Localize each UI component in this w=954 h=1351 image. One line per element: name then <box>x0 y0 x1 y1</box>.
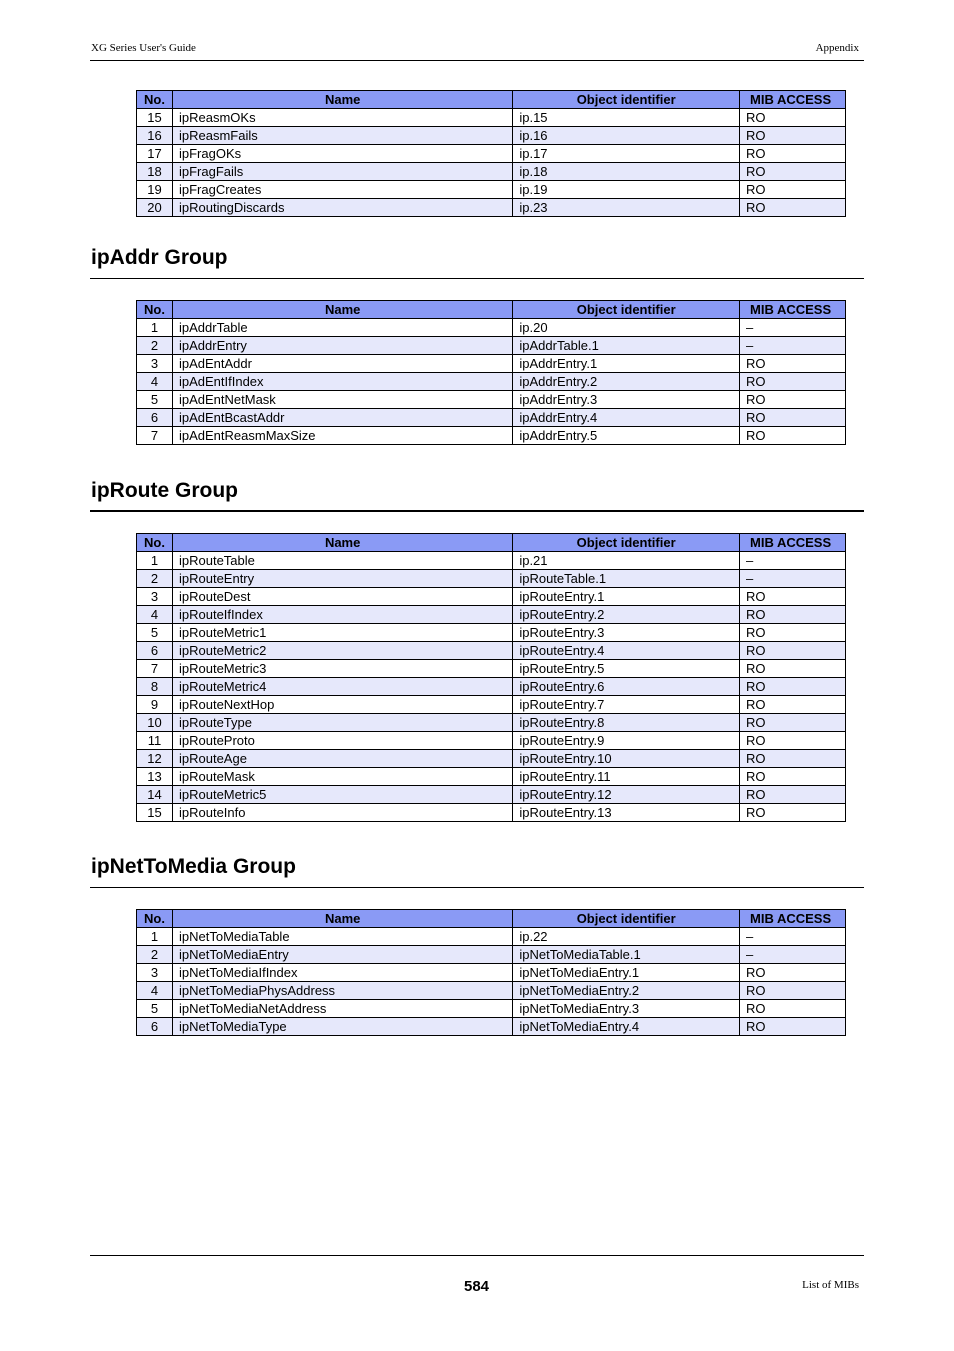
mib-name: ipAddrTable <box>172 319 512 337</box>
mib-access: RO <box>740 181 846 199</box>
row-number: 1 <box>137 552 173 570</box>
mib-access: RO <box>740 427 846 445</box>
object-identifier: ip.22 <box>513 928 740 946</box>
column-header-oid: Object identifier <box>513 910 740 928</box>
mib-name: ipReasmOKs <box>172 109 512 127</box>
object-identifier: ipRouteTable.1 <box>513 570 740 588</box>
mib-access: RO <box>740 199 846 217</box>
table-row <box>137 145 846 163</box>
mib-access: RO <box>740 1000 846 1018</box>
mib-name: ipRouteMetric1 <box>172 624 512 642</box>
table-header-row <box>137 910 846 928</box>
object-identifier: ip.16 <box>513 127 740 145</box>
mib-access: RO <box>740 660 846 678</box>
running-header-title: XG Series User's Guide <box>91 42 196 54</box>
mib-access: RO <box>740 786 846 804</box>
mib-name: ipRouteType <box>172 714 512 732</box>
mib-name: ipNetToMediaNetAddress <box>172 1000 512 1018</box>
row-number: 11 <box>137 732 173 750</box>
page-number: 584 <box>464 1278 490 1295</box>
table-row <box>137 678 846 696</box>
mib-name: ipRouteMask <box>172 768 512 786</box>
mib-access: RO <box>740 714 846 732</box>
object-identifier: ipRouteEntry.4 <box>513 642 740 660</box>
table-row <box>137 355 846 373</box>
section-divider <box>90 887 864 888</box>
mib-name: ipRouteProto <box>172 732 512 750</box>
row-number: 4 <box>137 982 173 1000</box>
row-number: 6 <box>137 1018 173 1036</box>
object-identifier: ipRouteEntry.1 <box>513 588 740 606</box>
row-number: 14 <box>137 786 173 804</box>
mib-name: ipRouteNextHop <box>172 696 512 714</box>
mib-name: ipNetToMediaTable <box>172 928 512 946</box>
row-number: 15 <box>137 109 173 127</box>
object-identifier: ipAddrEntry.2 <box>513 373 740 391</box>
table-row <box>137 964 846 982</box>
object-identifier: ipAddrEntry.5 <box>513 427 740 445</box>
row-number: 3 <box>137 588 173 606</box>
object-identifier: ipNetToMediaEntry.4 <box>513 1018 740 1036</box>
mib-name: ipRoutingDiscards <box>172 199 512 217</box>
row-number: 1 <box>137 319 173 337</box>
mib-name: ipAdEntIfIndex <box>172 373 512 391</box>
mib-access: RO <box>740 964 846 982</box>
row-number: 19 <box>137 181 173 199</box>
table-row <box>137 946 846 964</box>
mib-access: RO <box>740 127 846 145</box>
table-row <box>137 928 846 946</box>
table-row <box>137 606 846 624</box>
mib-access: – <box>740 337 846 355</box>
mib-access: RO <box>740 409 846 427</box>
mib-name: ipRouteMetric5 <box>172 786 512 804</box>
column-header-oid: Object identifier <box>513 301 740 319</box>
column-header-access: MIB ACCESS <box>740 91 846 109</box>
column-header-no: No. <box>137 301 173 319</box>
row-number: 6 <box>137 409 173 427</box>
table-row <box>137 127 846 145</box>
table-row <box>137 109 846 127</box>
mib-access: – <box>740 319 846 337</box>
mib-access: RO <box>740 982 846 1000</box>
mib-access: RO <box>740 804 846 822</box>
table-row <box>137 199 846 217</box>
table-row <box>137 714 846 732</box>
mib-access: RO <box>740 696 846 714</box>
mib-name: ipAdEntNetMask <box>172 391 512 409</box>
column-header-name: Name <box>172 534 512 552</box>
mib-name: ipRouteEntry <box>172 570 512 588</box>
object-identifier: ip.17 <box>513 145 740 163</box>
column-header-no: No. <box>137 534 173 552</box>
row-number: 20 <box>137 199 173 217</box>
row-number: 3 <box>137 964 173 982</box>
section-title-ipnettomedia: ipNetToMedia Group <box>91 855 296 878</box>
mib-name: ipNetToMediaEntry <box>172 946 512 964</box>
row-number: 4 <box>137 373 173 391</box>
mib-name: ipRouteDest <box>172 588 512 606</box>
column-header-oid: Object identifier <box>513 534 740 552</box>
mib-name: ipNetToMediaIfIndex <box>172 964 512 982</box>
table-row <box>137 570 846 588</box>
object-identifier: ipAddrTable.1 <box>513 337 740 355</box>
row-number: 16 <box>137 127 173 145</box>
row-number: 13 <box>137 768 173 786</box>
mib-name: ipFragOKs <box>172 145 512 163</box>
table-row <box>137 732 846 750</box>
row-number: 7 <box>137 427 173 445</box>
row-number: 2 <box>137 337 173 355</box>
row-number: 2 <box>137 570 173 588</box>
object-identifier: ip.23 <box>513 199 740 217</box>
mib-name: ipAdEntAddr <box>172 355 512 373</box>
mib-name: ipNetToMediaPhysAddress <box>172 982 512 1000</box>
row-number: 18 <box>137 163 173 181</box>
row-number: 4 <box>137 606 173 624</box>
mib-access: RO <box>740 355 846 373</box>
table-row <box>137 696 846 714</box>
table-row <box>137 804 846 822</box>
object-identifier: ipRouteEntry.13 <box>513 804 740 822</box>
mib-access: RO <box>740 768 846 786</box>
mib-name: ipRouteTable <box>172 552 512 570</box>
object-identifier: ipAddrEntry.3 <box>513 391 740 409</box>
object-identifier: ip.21 <box>513 552 740 570</box>
mib-name: ipAdEntBcastAddr <box>172 409 512 427</box>
mib-access: RO <box>740 145 846 163</box>
mib-access: – <box>740 946 846 964</box>
object-identifier: ipRouteEntry.2 <box>513 606 740 624</box>
section-title-iproute: ipRoute Group <box>91 479 238 502</box>
table-row <box>137 982 846 1000</box>
object-identifier: ipAddrEntry.1 <box>513 355 740 373</box>
object-identifier: ipRouteEntry.9 <box>513 732 740 750</box>
row-number: 7 <box>137 660 173 678</box>
object-identifier: ipRouteEntry.7 <box>513 696 740 714</box>
mib-name: ipRouteAge <box>172 750 512 768</box>
mib-name: ipFragFails <box>172 163 512 181</box>
running-header-section: Appendix <box>815 42 859 54</box>
ip-group-continued-table <box>136 90 846 217</box>
row-number: 5 <box>137 1000 173 1018</box>
table-header-row <box>137 91 846 109</box>
table-row <box>137 624 846 642</box>
row-number: 5 <box>137 624 173 642</box>
ipnettomedia-table <box>136 909 846 1036</box>
row-number: 10 <box>137 714 173 732</box>
table-row <box>137 373 846 391</box>
mib-name: ipFragCreates <box>172 181 512 199</box>
iproute-table <box>136 533 846 822</box>
column-header-name: Name <box>172 91 512 109</box>
column-header-oid: Object identifier <box>513 91 740 109</box>
mib-access: RO <box>740 678 846 696</box>
row-number: 2 <box>137 946 173 964</box>
mib-name: ipRouteInfo <box>172 804 512 822</box>
object-identifier: ipRouteEntry.8 <box>513 714 740 732</box>
row-number: 6 <box>137 642 173 660</box>
column-header-no: No. <box>137 91 173 109</box>
object-identifier: ip.18 <box>513 163 740 181</box>
table-row <box>137 409 846 427</box>
object-identifier: ipRouteEntry.3 <box>513 624 740 642</box>
object-identifier: ipAddrEntry.4 <box>513 409 740 427</box>
mib-access: RO <box>740 373 846 391</box>
row-number: 15 <box>137 804 173 822</box>
row-number: 12 <box>137 750 173 768</box>
mib-access: – <box>740 928 846 946</box>
column-header-access: MIB ACCESS <box>740 910 846 928</box>
mib-access: RO <box>740 1018 846 1036</box>
section-divider <box>90 510 864 512</box>
footer-section-label: List of MIBs <box>802 1279 859 1291</box>
table-row <box>137 427 846 445</box>
mib-access: – <box>740 570 846 588</box>
table-row <box>137 642 846 660</box>
mib-access: RO <box>740 606 846 624</box>
table-row <box>137 1018 846 1036</box>
mib-access: RO <box>740 732 846 750</box>
column-header-access: MIB ACCESS <box>740 534 846 552</box>
mib-access: RO <box>740 588 846 606</box>
object-identifier: ipNetToMediaEntry.2 <box>513 982 740 1000</box>
table-row <box>137 391 846 409</box>
mib-name: ipAdEntReasmMaxSize <box>172 427 512 445</box>
mib-name: ipRouteIfIndex <box>172 606 512 624</box>
table-row <box>137 181 846 199</box>
mib-access: RO <box>740 750 846 768</box>
object-identifier: ipNetToMediaEntry.3 <box>513 1000 740 1018</box>
mib-access: – <box>740 552 846 570</box>
table-row <box>137 660 846 678</box>
mib-name: ipReasmFails <box>172 127 512 145</box>
row-number: 1 <box>137 928 173 946</box>
table-row <box>137 163 846 181</box>
object-identifier: ipRouteEntry.6 <box>513 678 740 696</box>
column-header-name: Name <box>172 910 512 928</box>
object-identifier: ipRouteEntry.11 <box>513 768 740 786</box>
object-identifier: ipRouteEntry.5 <box>513 660 740 678</box>
table-header-row <box>137 301 846 319</box>
table-header-row <box>137 534 846 552</box>
section-title-ipaddr: ipAddr Group <box>91 246 228 269</box>
object-identifier: ip.20 <box>513 319 740 337</box>
table-row <box>137 552 846 570</box>
row-number: 3 <box>137 355 173 373</box>
column-header-access: MIB ACCESS <box>740 301 846 319</box>
row-number: 17 <box>137 145 173 163</box>
object-identifier: ipNetToMediaTable.1 <box>513 946 740 964</box>
mib-access: RO <box>740 163 846 181</box>
mib-access: RO <box>740 624 846 642</box>
row-number: 8 <box>137 678 173 696</box>
mib-name: ipRouteMetric4 <box>172 678 512 696</box>
mib-access: RO <box>740 642 846 660</box>
table-row <box>137 768 846 786</box>
table-row <box>137 1000 846 1018</box>
object-identifier: ipRouteEntry.10 <box>513 750 740 768</box>
column-header-no: No. <box>137 910 173 928</box>
table-row <box>137 750 846 768</box>
mib-access: RO <box>740 109 846 127</box>
table-row <box>137 588 846 606</box>
mib-name: ipRouteMetric2 <box>172 642 512 660</box>
footer-divider <box>90 1255 864 1256</box>
object-identifier: ip.15 <box>513 109 740 127</box>
mib-name: ipAddrEntry <box>172 337 512 355</box>
object-identifier: ip.19 <box>513 181 740 199</box>
table-row <box>137 319 846 337</box>
table-row <box>137 337 846 355</box>
ipaddr-table <box>136 300 846 445</box>
column-header-name: Name <box>172 301 512 319</box>
header-divider <box>90 60 864 61</box>
mib-name: ipNetToMediaType <box>172 1018 512 1036</box>
object-identifier: ipNetToMediaEntry.1 <box>513 964 740 982</box>
row-number: 9 <box>137 696 173 714</box>
section-divider <box>90 278 864 279</box>
mib-name: ipRouteMetric3 <box>172 660 512 678</box>
row-number: 5 <box>137 391 173 409</box>
mib-access: RO <box>740 391 846 409</box>
table-row <box>137 786 846 804</box>
object-identifier: ipRouteEntry.12 <box>513 786 740 804</box>
